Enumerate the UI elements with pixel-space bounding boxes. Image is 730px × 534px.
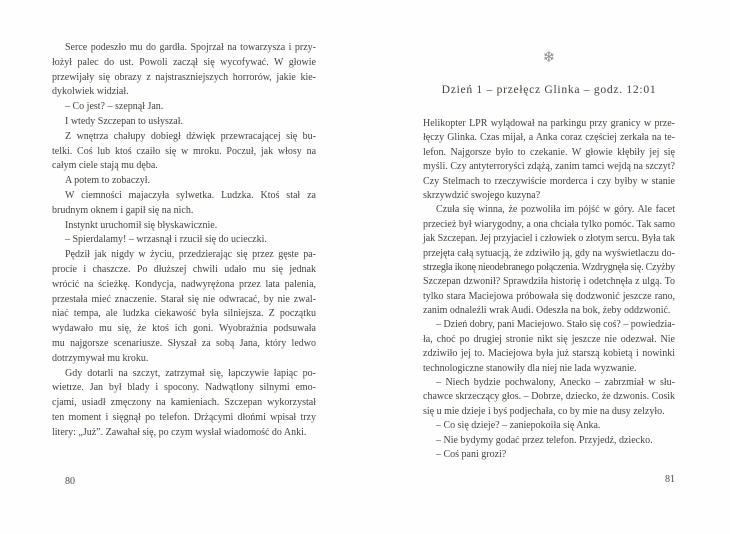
- text-line-content: się u mie dzieje i byś podjechała, co by mie na dusy zelzyło.: [423, 405, 665, 417]
- text-line: [52, 145, 316, 160]
- text-line: [423, 175, 675, 189]
- text-line: [52, 115, 316, 130]
- text-line-content: dotrzymywał mu kroku.: [52, 352, 149, 364]
- text-line: [423, 304, 675, 318]
- text-line: [52, 278, 316, 293]
- text-line: [52, 130, 316, 145]
- left-page-number: 80: [65, 476, 75, 487]
- text-line: [423, 131, 675, 145]
- text-line-content: Instynkt uruchomił się błyskawicznie.: [65, 219, 218, 231]
- text-line: [52, 100, 316, 115]
- text-line: [423, 117, 675, 131]
- text-line: [423, 232, 675, 246]
- text-line: [52, 352, 316, 367]
- text-line-content: Z wnętrza chałupy dobiegł dźwięk przewracającej się bu-: [65, 130, 316, 142]
- text-line-content: zanim odnaleźli wrak Audi. Odeszła na bok, żeby oddzwonić.: [423, 305, 671, 317]
- text-line-content: – Co się dzieje? – zaniepokoiła się Anka.: [436, 420, 601, 432]
- text-line: [423, 146, 675, 160]
- text-line: [423, 347, 675, 361]
- text-line-content: przewijały się obrazy z najstraszniejszych horrorów, jakie kie-: [52, 71, 316, 83]
- text-line: [52, 71, 316, 86]
- text-line: [423, 261, 675, 275]
- text-line-content: wietrze. Jan był blady i spocony. Nadwątlony silnymi emo-: [52, 382, 316, 394]
- text-line-content: – Co jest? – szepnął Jan.: [65, 101, 164, 113]
- text-line: [52, 219, 316, 234]
- text-line: [52, 41, 316, 56]
- text-line-content: telki. Coś lub ktoś czaiło się w mroku. Poczuł, jak włosy na: [52, 145, 317, 157]
- right-page-text: [423, 117, 675, 462]
- text-line-content: ła, choć po drugiej stronie nikt się jeszcze nie odezwał. Nie: [423, 333, 675, 345]
- text-line: [52, 396, 316, 411]
- text-line: [423, 376, 675, 390]
- text-line-content: jak Szczepan. Jej przyjaciel i człowiek o złotym sercu. Była tak: [423, 233, 675, 245]
- text-line-content: całym ciele stają mu dęba.: [52, 160, 158, 172]
- text-line-content: przecież był wiarygodny, a ona chciała tylko pomóc. Tak samo: [423, 218, 676, 230]
- text-line-content: myśli. Czy antyterroryści zdążą, zanim tamci wejdą na szczyt?: [423, 161, 675, 173]
- text-line-content: strzegła ikonę nieodebranego połączenia. Wzdrygnęła się. Czyżby: [423, 261, 675, 273]
- text-line-content: – Coś pani grozi?: [436, 448, 507, 460]
- text-line-content: przestała mieć znaczenie. Starał się nie odwracać, by nie zwal-: [52, 293, 316, 305]
- text-line-content: W ciemności majaczyła sylwetka. Ludzka. Ktoś stał za: [65, 189, 316, 201]
- text-line: [52, 411, 316, 426]
- text-line: [52, 322, 316, 337]
- text-line-content: – Niech bydzie pochwalony, Anecko – zabrzmiał w słu-: [436, 377, 675, 389]
- text-line: [423, 362, 675, 376]
- text-line: [423, 333, 675, 347]
- text-line: [423, 189, 675, 203]
- text-line: [52, 381, 316, 396]
- text-line: [423, 434, 675, 448]
- text-line-content: lefon. Najgorsze było to czekanie. W głowie kłębiły jej się: [423, 146, 675, 158]
- text-line: [423, 160, 675, 174]
- text-line: [52, 263, 316, 278]
- text-line: [52, 159, 316, 174]
- text-line-content: procie i chaszcze. Po dłuższej chwili udało mu się jednak: [52, 263, 316, 275]
- text-line: [423, 318, 675, 332]
- text-line: [423, 203, 675, 217]
- text-line-content: wydawało mu się, że ktoś ich goni. Wyobraźnia podsuwała: [52, 323, 316, 335]
- text-line-content: litery: „Już”. Zawahał się, po czym wysłał wiadomość do Anki.: [52, 426, 307, 438]
- text-line-content: I wtedy Szczepan to usłyszał.: [65, 115, 184, 127]
- text-line: [52, 337, 316, 352]
- text-line-content: łożył palec do ust. Powoli zaczął się wycofywać. W głowie: [52, 56, 316, 68]
- text-line-content: – Dzień dobry, pani Maciejowo. Stało się coś? – powiedzia-: [436, 319, 676, 331]
- text-line: [52, 56, 316, 71]
- text-line-content: – Spierdalamy! – wrzasnął i rzucił się do ucieczki.: [65, 234, 267, 246]
- text-line-content: Gdy dotarli na szczyt, zatrzymał się, łapczywie łapiąc po-: [65, 367, 316, 379]
- text-line: [52, 85, 316, 100]
- text-line: [423, 247, 675, 261]
- text-line: [52, 293, 316, 308]
- text-line-content: brudnym oknem i gapił się na nich.: [52, 204, 194, 216]
- text-line: [423, 275, 675, 289]
- text-line-content: cjami, usiadł zmęczony na kamieniach. Szczepan wykorzystał: [52, 397, 316, 409]
- text-line-content: Pędził jak nigdy w życiu, przedzierając się przez gęste pa-: [65, 249, 316, 261]
- text-line: [52, 367, 316, 382]
- chapter-heading: Dzień 1 – przełęcz Glinka – godz. 12:01: [441, 83, 657, 96]
- text-line-content: łęczy Glinka. Czas mijał, a Anka coraz częściej zerkała na te-: [423, 132, 676, 144]
- text-line-content: – Nie bydymy godać przez telefon. Przyjedź, dziecko.: [436, 434, 653, 446]
- text-line: [423, 419, 675, 433]
- text-line-content: Helikopter LPR wylądował na parkingu przy granicy w prze-: [423, 118, 675, 129]
- text-line: [423, 218, 675, 232]
- text-line: [423, 290, 675, 304]
- text-line: [52, 307, 316, 322]
- text-line-content: ten moment i sięgnął po telefon. Drżącymi dłońmi wpisał trzy: [52, 411, 316, 423]
- snowflake-ornament-icon: ❄: [542, 48, 556, 66]
- text-line-content: Czy Stelmach to rzeczywiście morderca i czy byłby w stanie: [423, 175, 675, 187]
- text-line: [52, 204, 316, 219]
- text-line-content: Szczepan dzwonił? Sprawdziła historię i odetchnęła z ulgą. To: [423, 276, 675, 288]
- text-line-content: zdziwiło jej to. Maciejowa była już starszą kobietą i nowinki: [423, 348, 675, 360]
- text-line-content: mu najgorsze scenariusze. Słyszał za sobą Jana, który ledwo: [52, 337, 316, 349]
- text-line: [52, 189, 316, 204]
- left-page-text: [52, 41, 316, 441]
- text-line-content: A potem to zobaczył.: [65, 175, 150, 187]
- text-line: [52, 174, 316, 189]
- text-line: [52, 426, 316, 441]
- text-line-content: Serce podeszło mu do gardła. Spojrzał na towarzysza i przy-: [65, 42, 316, 53]
- text-line-content: przejęta całą sytuacją, że zdziwiło ją, gdy na wyświetlaczu do-: [423, 247, 675, 259]
- text-line: [423, 390, 675, 404]
- text-line: [423, 405, 675, 419]
- text-line-content: dykolwiek widział.: [52, 86, 129, 98]
- text-line: [52, 233, 316, 248]
- text-line-content: chawce skrzeczący głos. – Dobrze, dziecko, że dzwonis. Cosik: [423, 391, 675, 403]
- text-line-content: Czuła się winna, że pozwoliła im pójść w góry. Ale facet: [436, 204, 676, 216]
- text-line-content: technologiczne stanowiły dla niej nie lada wyzwanie.: [423, 362, 637, 374]
- text-line-content: tylko stara Maciejowa próbowała się dodzwonić jeszcze rano,: [423, 290, 675, 302]
- text-line-content: skrzywdzić swojego kuzyna?: [423, 189, 541, 201]
- text-line-content: wrócić na ścieżkę. Kondycja, nadwyrężona przez lata palenia,: [52, 278, 317, 290]
- right-page-number: 81: [665, 474, 675, 485]
- text-line: [52, 248, 316, 263]
- text-line: [423, 448, 675, 462]
- text-line-content: niać tempa, ale ludzka ciekawość była silniejsza. Z początku: [52, 308, 316, 320]
